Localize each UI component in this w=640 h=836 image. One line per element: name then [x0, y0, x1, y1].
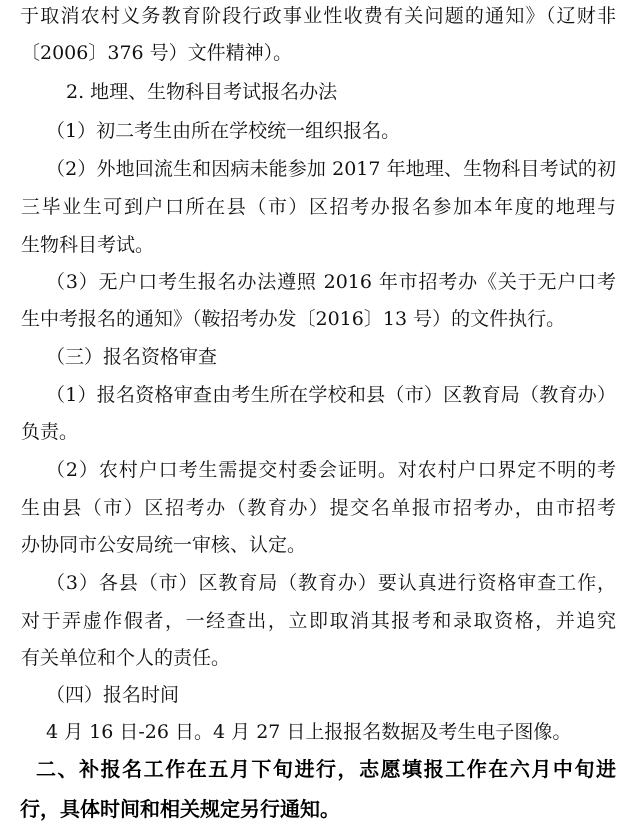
- paragraph-line: 有关单位和个人的责任。: [21, 647, 231, 669]
- paragraph-line: 〔2006〕376 号）文件精神）。: [21, 42, 293, 64]
- paragraph-line: 对于弄虚作假者，一经查出，立即取消其报考和录取资格，并追究: [21, 610, 616, 632]
- paragraph-line: 生物科目考试。: [21, 234, 155, 256]
- paragraph-line: 4 月 16 日-26 日。4 月 27 日上报报名数据及考生电子图像。: [46, 721, 572, 743]
- paragraph-line: 生由县（市）区招考办（教育办）提交名单报市招考办，由市招考: [21, 497, 616, 519]
- section-heading: （三）报名资格审查: [46, 346, 218, 368]
- section-heading: （四）报名时间: [46, 684, 180, 706]
- paragraph-line: 三毕业生可到户口所在县（市）区招考办报名参加本年度的地理与: [21, 196, 616, 218]
- paragraph-line: （3）各县（市）区教育局（教育办）要认真进行资格审查工作，: [46, 572, 616, 594]
- section-heading: 2. 地理、生物科目考试报名办法: [66, 81, 338, 103]
- bold-paragraph-line: 行，具体时间和相关规定另行通知。: [20, 797, 340, 821]
- paragraph-line: 生中考报名的通知》（鞍招考办发〔2016〕13 号）的文件执行。: [21, 308, 566, 330]
- paragraph-line: 负责。: [21, 421, 79, 443]
- paragraph-line: （2）农村户口考生需提交村委会证明。对农村户口界定不明的考: [46, 459, 616, 481]
- bold-paragraph-line: 二、补报名工作在五月下旬进行，志愿填报工作在六月中旬进: [36, 757, 616, 781]
- paragraph-line: （1）初二考生由所在学校统一组织报名。: [46, 120, 401, 142]
- paragraph-line: 办协同市公安局统一审核、认定。: [21, 534, 307, 556]
- paragraph-line: （3）无户口考生报名办法遵照 2016 年市招考办《关于无户口考: [46, 271, 616, 293]
- paragraph-line: （1）报名资格审查由考生所在学校和县（市）区教育局（教育办）: [46, 384, 616, 406]
- paragraph-line: 于取消农村义务教育阶段行政事业性收费有关问题的通知》（辽财非: [20, 5, 616, 27]
- paragraph-line: （2）外地回流生和因病未能参加 2017 年地理、生物科目考试的初: [46, 158, 616, 180]
